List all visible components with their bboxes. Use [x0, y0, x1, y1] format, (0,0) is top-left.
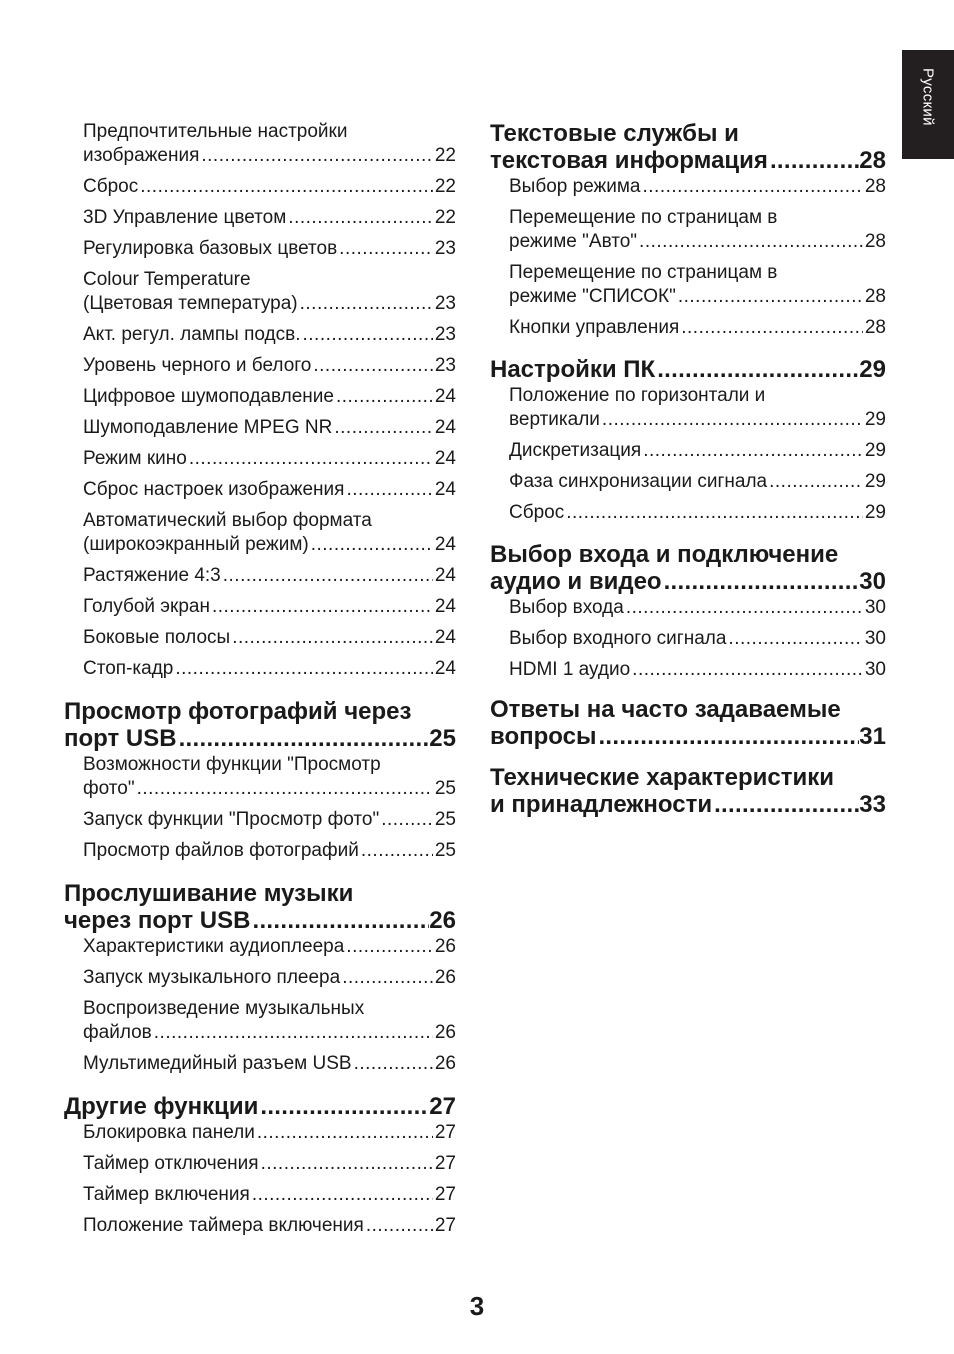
- sub-page-number: 28: [864, 317, 886, 338]
- sub-title: вертикали: [509, 409, 600, 430]
- sub-title: фото": [83, 778, 135, 799]
- sub-page-number: 27: [434, 1184, 456, 1205]
- sub-title-row: [83, 237, 456, 261]
- sub-title-line1: Возможности функции "Просмотр: [83, 754, 381, 775]
- sub-page-number: 24: [434, 627, 456, 648]
- toc-right-column: [490, 120, 886, 819]
- sub-page-number: 24: [434, 479, 456, 500]
- sub-title: режиме "СПИСОК": [509, 286, 676, 307]
- toc-entry[interactable]: [83, 478, 456, 502]
- sec-title-line1: Прослушивание музыки: [64, 880, 354, 907]
- sec-page-number: 33: [859, 791, 886, 818]
- sub-title-line1: Воспроизведение музыкальных: [83, 998, 365, 1019]
- dot-leader: [189, 447, 433, 471]
- dot-leader: [602, 408, 863, 432]
- sub-title: Выбор входного сигнала: [509, 628, 727, 649]
- dot-leader: [154, 1021, 433, 1045]
- toc-entry[interactable]: [83, 323, 456, 347]
- section-heading[interactable]: [490, 356, 886, 383]
- sub-title-row: [509, 470, 886, 494]
- sec-page-number: 30: [859, 568, 886, 595]
- sec-page-number: 29: [859, 356, 886, 383]
- sub-page-number: 27: [434, 1153, 456, 1174]
- sec-title-line1: Ответы на часто задаваемые: [490, 696, 841, 723]
- dot-leader: [770, 147, 859, 174]
- dot-leader: [257, 1121, 433, 1145]
- sub-title: 3D Управление цветом: [83, 207, 287, 228]
- sub-title-row: [509, 501, 886, 525]
- sub-title: Фаза синхронизации сигнала: [509, 471, 768, 492]
- sub-title: Мультимедийный разъем USB: [83, 1053, 352, 1074]
- sub-page-number: 30: [864, 597, 886, 618]
- sec-title-line1: Просмотр фотографий через: [64, 698, 412, 725]
- sub-title-row: [509, 627, 886, 651]
- sub-title-row: [83, 175, 456, 199]
- sec-title-row: [490, 356, 886, 383]
- toc-entry[interactable]: [509, 596, 886, 620]
- section-heading[interactable]: [64, 698, 456, 752]
- sub-title: Боковые полосы: [83, 627, 231, 648]
- dot-leader: [346, 478, 432, 502]
- sub-title-row: [509, 596, 886, 620]
- dot-leader: [342, 966, 433, 990]
- sec-title-row: [64, 907, 456, 934]
- dot-leader: [664, 568, 860, 595]
- dot-leader: [336, 385, 433, 409]
- sub-page-number: 24: [434, 417, 456, 438]
- dot-leader: [175, 657, 433, 681]
- dot-leader: [313, 354, 432, 378]
- sub-title-row: [509, 658, 886, 682]
- sub-page-number: 26: [434, 1053, 456, 1074]
- sub-title-row: [83, 1214, 456, 1238]
- dot-leader: [201, 144, 432, 168]
- sub-title: Сброс: [509, 502, 565, 523]
- sub-title-row: [83, 292, 456, 316]
- section-heading[interactable]: [64, 880, 456, 934]
- dot-leader: [179, 725, 430, 752]
- sub-page-number: 23: [434, 293, 456, 314]
- dot-leader: [140, 175, 433, 199]
- sub-page-number: 22: [434, 145, 456, 166]
- toc-entry[interactable]: [509, 384, 886, 432]
- toc-entry[interactable]: [83, 1183, 456, 1207]
- sub-page-number: 23: [434, 324, 456, 345]
- sub-title: Голубой экран: [83, 596, 210, 617]
- sub-title-row: [509, 408, 886, 432]
- section-heading[interactable]: [490, 696, 886, 750]
- toc-entry[interactable]: [83, 564, 456, 588]
- sub-title: файлов: [83, 1022, 152, 1043]
- sub-title: Шумоподавление MPEG NR: [83, 417, 333, 438]
- sub-title-line1: Colour Temperature: [83, 269, 251, 290]
- sub-title-line1: Положение по горизонтали и: [509, 385, 766, 406]
- sub-page-number: 29: [864, 471, 886, 492]
- sub-title-row: [83, 966, 456, 990]
- sub-title-row: [83, 416, 456, 440]
- sub-title-row: [83, 1152, 456, 1176]
- sub-title: Кнопки управления: [509, 317, 680, 338]
- sub-title-row: [509, 439, 886, 463]
- sub-title-row: [83, 626, 456, 650]
- dot-leader: [643, 439, 863, 463]
- sub-title-line1: Перемещение по страницам в: [509, 262, 778, 283]
- dot-leader: [639, 230, 863, 254]
- dot-leader: [346, 935, 433, 959]
- sub-title: Выбор входа: [509, 597, 624, 618]
- dot-leader: [339, 237, 433, 261]
- toc-entry[interactable]: [509, 316, 886, 340]
- sub-title-row: [83, 1183, 456, 1207]
- sub-title: Режим кино: [83, 448, 187, 469]
- toc-entry[interactable]: [509, 470, 886, 494]
- sub-page-number: 25: [434, 778, 456, 799]
- dot-leader: [334, 416, 433, 440]
- sub-title-row: [83, 206, 456, 230]
- sec-page-number: 25: [429, 725, 456, 752]
- sub-page-number: 30: [864, 659, 886, 680]
- sub-page-number: 22: [434, 176, 456, 197]
- dot-leader: [260, 1093, 429, 1120]
- dot-leader: [566, 501, 863, 525]
- sub-title: Просмотр файлов фотографий: [83, 840, 359, 861]
- dot-leader: [657, 356, 859, 383]
- sub-title: Уровень черного и белого: [83, 355, 312, 376]
- dot-leader: [212, 595, 433, 619]
- toc-entry[interactable]: [509, 175, 886, 199]
- toc-entry[interactable]: [83, 354, 456, 378]
- dot-leader: [366, 1214, 433, 1238]
- section-heading[interactable]: [64, 1093, 456, 1120]
- sub-title: (широкоэкранный режим): [83, 534, 309, 555]
- sub-title-line1: Предпочтительные настройки: [83, 121, 348, 142]
- sub-title: Запуск музыкального плеера: [83, 967, 341, 988]
- toc-entry[interactable]: [83, 1121, 456, 1145]
- sub-page-number: 28: [864, 176, 886, 197]
- sub-title-row: [83, 564, 456, 588]
- sub-title: Таймер включения: [83, 1184, 250, 1205]
- sub-page-number: 24: [434, 386, 456, 407]
- page-number: 3: [469, 1291, 485, 1321]
- sub-title-row: [83, 777, 456, 801]
- sec-page-number: 27: [429, 1093, 456, 1120]
- sub-page-number: 24: [434, 534, 456, 555]
- dot-leader: [137, 777, 433, 801]
- section-heading[interactable]: [490, 541, 886, 595]
- sub-page-number: 28: [864, 231, 886, 252]
- toc-entry[interactable]: [83, 175, 456, 199]
- sub-page-number: 25: [434, 840, 456, 861]
- section-heading[interactable]: [490, 120, 886, 174]
- toc-entry[interactable]: [509, 439, 886, 463]
- sec-title: порт USB: [64, 725, 177, 752]
- sec-page-number: 26: [429, 907, 456, 934]
- sub-title: Характеристики аудиоплеера: [83, 936, 345, 957]
- sub-page-number: 29: [864, 440, 886, 461]
- sub-page-number: 24: [434, 565, 456, 586]
- sec-title-row: [64, 725, 456, 752]
- toc-entry[interactable]: [83, 626, 456, 650]
- sub-title-row: [83, 808, 456, 832]
- sub-title-row: [83, 1021, 456, 1045]
- sec-title-row: [490, 723, 886, 750]
- dot-leader: [252, 1183, 433, 1207]
- toc-entry[interactable]: [509, 261, 886, 309]
- sub-title: Сброс: [83, 176, 139, 197]
- sub-title-row: [83, 1052, 456, 1076]
- language-tab[interactable]: [902, 50, 954, 159]
- sub-title: (Цветовая температура): [83, 293, 298, 314]
- toc-entry[interactable]: [83, 1214, 456, 1238]
- toc-entry[interactable]: [83, 385, 456, 409]
- sub-page-number: 25: [434, 809, 456, 830]
- dot-leader: [354, 1052, 433, 1076]
- dot-leader: [681, 316, 863, 340]
- dot-leader: [261, 1152, 433, 1176]
- sub-title-row: [83, 1121, 456, 1145]
- sub-page-number: 26: [434, 1022, 456, 1043]
- sub-title-row: [83, 323, 456, 347]
- sub-title-row: [83, 354, 456, 378]
- sub-title-line1: Автоматический выбор формата: [83, 510, 372, 531]
- sub-page-number: 29: [864, 409, 886, 430]
- sub-page-number: 29: [864, 502, 886, 523]
- dot-leader: [223, 564, 433, 588]
- dot-leader: [678, 285, 863, 309]
- sub-title-row: [83, 533, 456, 557]
- sub-title-row: [83, 385, 456, 409]
- sub-title: Блокировка панели: [83, 1122, 255, 1143]
- sub-page-number: 27: [434, 1215, 456, 1236]
- dot-leader: [728, 627, 862, 651]
- language-tab-label: Русский: [919, 68, 937, 126]
- sub-title: изображения: [83, 145, 200, 166]
- sub-title-row: [83, 144, 456, 168]
- toc-entry[interactable]: [83, 808, 456, 832]
- toc-entry[interactable]: [83, 206, 456, 230]
- dot-leader: [632, 658, 863, 682]
- sub-title-row: [83, 935, 456, 959]
- sub-title: Регулировка базовых цветов: [83, 238, 338, 259]
- sub-title: Сброс настроек изображения: [83, 479, 345, 500]
- sec-title-line1: Выбор входа и подключение: [490, 541, 839, 568]
- toc-entry[interactable]: [83, 966, 456, 990]
- toc-entry[interactable]: [83, 753, 456, 801]
- sub-title-row: [83, 595, 456, 619]
- sec-title: вопросы: [490, 723, 597, 750]
- sub-title: Таймер отключения: [83, 1153, 259, 1174]
- dot-leader: [643, 175, 863, 199]
- sub-page-number: 24: [434, 448, 456, 469]
- toc-entry[interactable]: [83, 997, 456, 1045]
- sub-page-number: 28: [864, 286, 886, 307]
- sec-title: через порт USB: [64, 907, 251, 934]
- toc-entry[interactable]: [83, 595, 456, 619]
- dot-leader: [769, 470, 863, 494]
- sec-title: и принадлежности: [490, 791, 713, 818]
- toc-entry[interactable]: [83, 120, 456, 168]
- sub-title: Положение таймера включения: [83, 1215, 364, 1236]
- sec-title-line1: Текстовые службы и: [490, 120, 739, 147]
- toc-entry[interactable]: [83, 1052, 456, 1076]
- sub-title: Цифровое шумоподавление: [83, 386, 334, 407]
- sub-title-row: [509, 230, 886, 254]
- sec-title-row: [490, 568, 886, 595]
- sub-title: Дискретизация: [509, 440, 642, 461]
- dot-leader: [232, 626, 433, 650]
- dot-leader: [598, 723, 859, 750]
- sec-title-row: [490, 791, 886, 818]
- toc-entry[interactable]: [83, 416, 456, 440]
- sec-title: Другие функции: [64, 1093, 259, 1120]
- toc-entry[interactable]: [509, 206, 886, 254]
- sec-title: аудио и видео: [490, 568, 662, 595]
- toc-entry[interactable]: [509, 627, 886, 651]
- sub-title: Выбор режима: [509, 176, 641, 197]
- sec-page-number: 28: [859, 147, 886, 174]
- sub-title-line1: Перемещение по страницам в: [509, 207, 778, 228]
- dot-leader: [300, 292, 433, 316]
- sub-title-row: [83, 478, 456, 502]
- toc-entry[interactable]: [83, 657, 456, 681]
- sub-title: Запуск функции "Просмотр фото": [83, 809, 380, 830]
- sub-title-row: [83, 657, 456, 681]
- sub-title-row: [509, 175, 886, 199]
- sub-title: режиме "Авто": [509, 231, 638, 252]
- sub-title: Акт. регул. лампы подсв.: [83, 324, 301, 345]
- sub-page-number: 24: [434, 596, 456, 617]
- toc-entry[interactable]: [83, 509, 456, 557]
- sec-title: Настройки ПК: [490, 356, 656, 383]
- toc-entry[interactable]: [83, 268, 456, 316]
- toc-entry[interactable]: [83, 1152, 456, 1176]
- toc-entry[interactable]: [83, 447, 456, 471]
- sec-title-line1: Технические характеристики: [490, 764, 835, 791]
- sub-page-number: 24: [434, 658, 456, 679]
- toc-entry[interactable]: [83, 839, 456, 863]
- sub-page-number: 22: [434, 207, 456, 228]
- toc-entry[interactable]: [509, 501, 886, 525]
- sub-page-number: 26: [434, 967, 456, 988]
- sec-title: текстовая информация: [490, 147, 768, 174]
- toc-entry[interactable]: [509, 658, 886, 682]
- section-heading[interactable]: [490, 764, 886, 818]
- toc-left-column: [64, 120, 456, 1245]
- dot-leader: [288, 206, 433, 230]
- sec-title-row: [64, 1093, 456, 1120]
- sec-page-number: 31: [859, 723, 886, 750]
- sub-title: HDMI 1 аудио: [509, 659, 631, 680]
- sub-page-number: 26: [434, 936, 456, 957]
- sec-title-row: [490, 147, 886, 174]
- dot-leader: [361, 839, 433, 863]
- dot-leader: [302, 323, 432, 347]
- toc-entry[interactable]: [83, 935, 456, 959]
- sub-title: Стоп-кадр: [83, 658, 174, 679]
- sub-title-row: [509, 316, 886, 340]
- sub-page-number: 27: [434, 1122, 456, 1143]
- dot-leader: [714, 791, 859, 818]
- sub-title-row: [83, 447, 456, 471]
- dot-leader: [252, 907, 429, 934]
- sub-title-row: [509, 285, 886, 309]
- dot-leader: [311, 533, 433, 557]
- sub-page-number: 30: [864, 628, 886, 649]
- dot-leader: [381, 808, 433, 832]
- sub-title: Растяжение 4:3: [83, 565, 221, 586]
- dot-leader: [626, 596, 863, 620]
- sub-title-row: [83, 839, 456, 863]
- toc-entry[interactable]: [83, 237, 456, 261]
- sub-page-number: 23: [434, 238, 456, 259]
- sub-page-number: 23: [434, 355, 456, 376]
